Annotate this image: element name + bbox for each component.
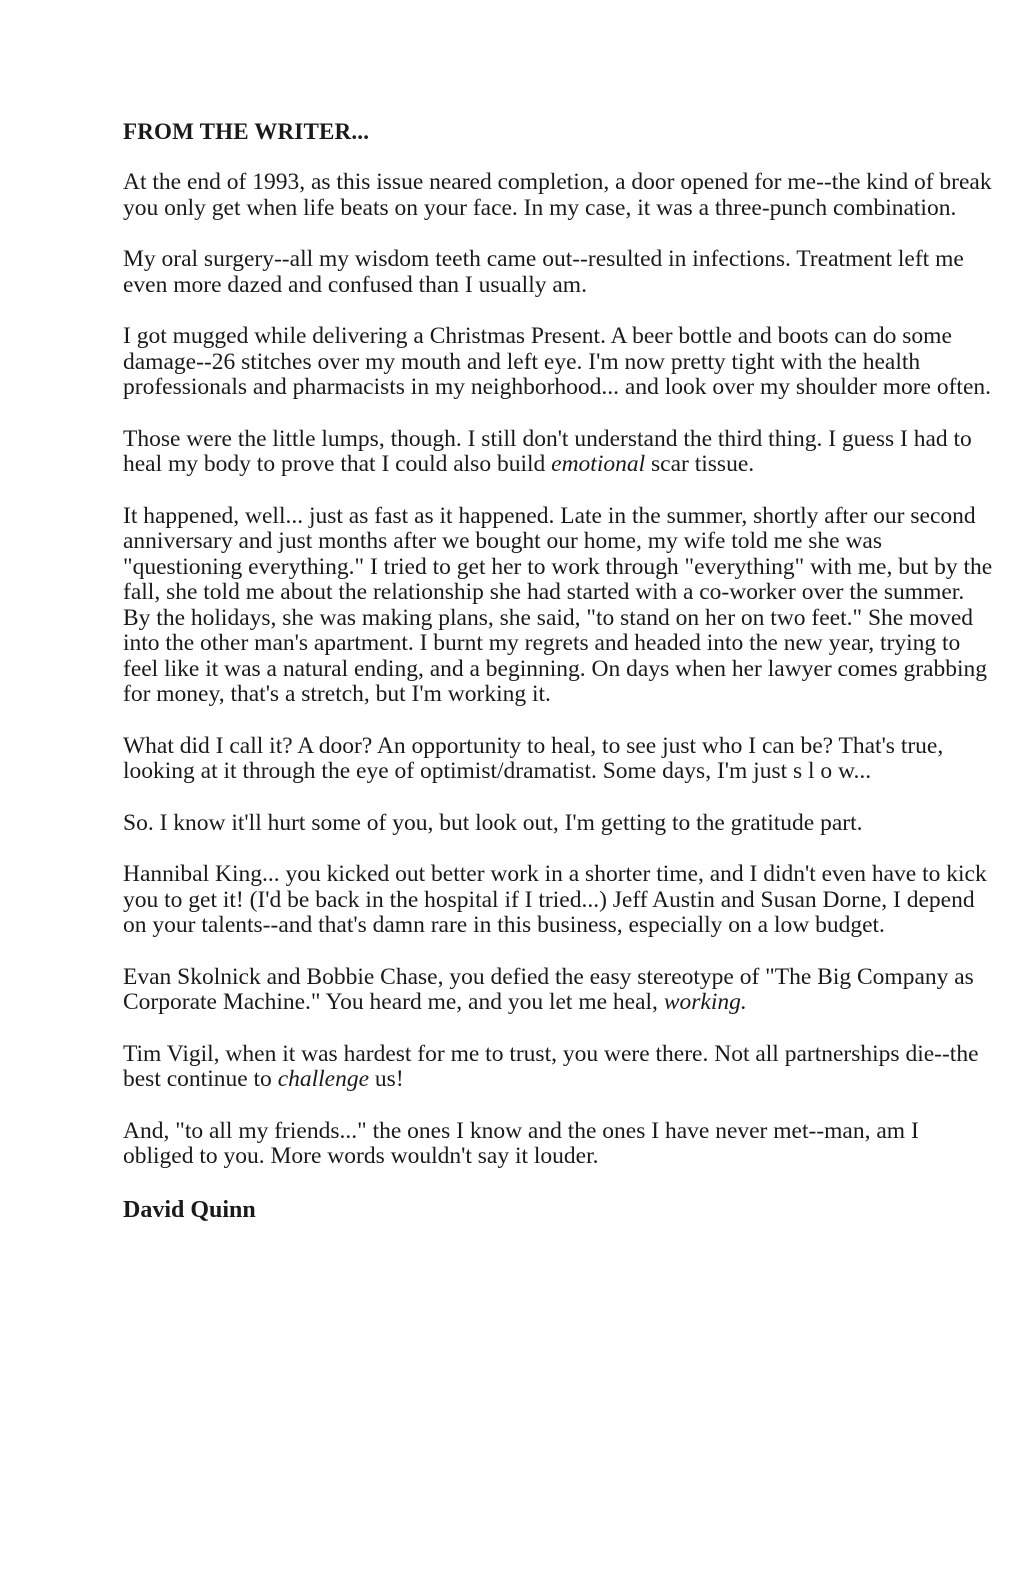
paragraph-4-text-a: Those were the little lumps, though. I still don't understand the third thing. I guess I had to heal my body to prove that I could also build xyxy=(123,425,972,477)
paragraph-6: What did I call it? A door? An opportunity to heal, to see just who I can be? That's true, looking at it through the eye of optimist/dramatist. Some days, I'm just s l o w... xyxy=(123,732,944,784)
author-signature: David Quinn xyxy=(123,1196,256,1223)
paragraph-9 xyxy=(123,965,993,1016)
paragraph-7: So. I know it'll hurt some of you, but look out, I'm getting to the gratitude part. xyxy=(123,809,863,836)
paragraph-3: I got mugged while delivering a Christmas Present. A beer bottle and boots can do some damage--26 stitches over my mouth and left eye. I'm now pretty tight with the health professionals and pharmacists in my neighborhood... and look over my shoulder more often. xyxy=(123,323,992,400)
page-heading: FROM THE WRITER... xyxy=(123,119,370,144)
paragraph-10-text-b: us! xyxy=(369,1066,404,1092)
paragraph-11: And, "to all my friends..." the ones I know and the ones I have never met--man, am I obliged to you. More words wouldn't say it louder. xyxy=(123,1117,919,1169)
paragraph-2: My oral surgery--all my wisdom teeth came out--resulted in infections. Treatment left me even more dazed and confused than I usually am. xyxy=(123,246,964,298)
paragraph-5: It happened, well... just as fast as it happened. Late in the summer, shortly after our second anniversary and just months after we bought our home, my wife told me she was "questioning everything." I tried to get her to work through "everything" with me, but by the fall, she told me about the relationship she had started with a co-worker over the summer. By the holidays, she was making plans, she said, "to stand on her on two feet." She moved into the other man's apartment. I burnt my regrets and headed into the new year, trying to feel like it was a natural ending, and a beginning. On days when her lawyer comes grabbing for money, that's a stretch, but I'm working it. xyxy=(123,502,993,707)
paragraph-4 xyxy=(123,427,993,478)
paragraph-10 xyxy=(123,1042,993,1093)
paragraph-9-text-a: Evan Skolnick and Bobbie Chase, you defied the easy stereotype of "The Big Company as Corporate Machine." You heard me, and you let me heal, xyxy=(123,963,974,1015)
paragraph-4-text-b: scar tissue. xyxy=(645,451,755,477)
paragraph-8: Hannibal King... you kicked out better work in a shorter time, and I didn't even have to kick you to get it! (I'd be back in the hospital if I tried...) Jeff Austin and Susan Dorne, I depend on your talents--and that's damn rare in this business, especially on a low budget. xyxy=(123,861,987,938)
paragraph-10-emphasis: challenge xyxy=(277,1066,370,1092)
paragraph-4-emphasis: emotional xyxy=(551,451,646,477)
paragraph-1: At the end of 1993, as this issue neared completion, a door opened for me--the kind of break you only get when life beats on your face. In my case, it was a three-punch combination. xyxy=(123,169,992,221)
document-page xyxy=(123,118,993,1224)
paragraph-10-text-a: Tim Vigil, when it was hardest for me to trust, you were there. Not all partnerships die--the best continue to xyxy=(123,1040,979,1092)
paragraph-9-emphasis: working. xyxy=(663,989,747,1015)
